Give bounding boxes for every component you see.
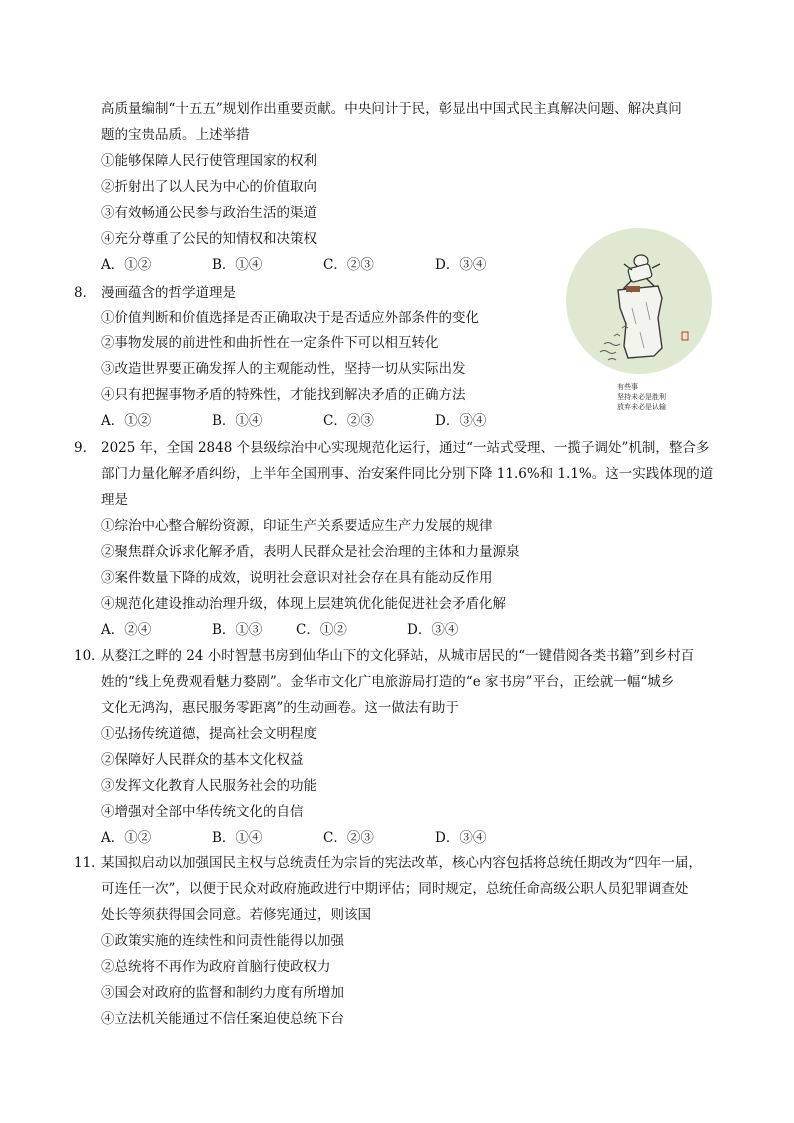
q10-option-d: D．③④ [435, 830, 487, 846]
q9-option-d: D．③④ [407, 622, 459, 638]
cartoon-caption [617, 382, 666, 412]
q11-stem-line-2: 可连任一次”，以便于民众对政府施政进行中期评估；同时规定，总统任命高级公职人员犯罪调查处 [101, 881, 689, 897]
q7-item-3: ③有效畅通公民参与政治生活的渠道 [101, 205, 317, 221]
q10-item-3: ③发挥文化教育人民服务社会的功能 [101, 778, 317, 794]
q7-stem-line-1: 高质量编制“十五五”规划作出重要贡献。中央问计于民，彰显出中国式民主真解决问题、解决真问 [101, 101, 682, 117]
q8-option-b: B．①④ [212, 413, 263, 429]
q9-stem-line-3: 理是 [101, 492, 128, 508]
q8-option-a: A．①② [101, 413, 152, 429]
q10-option-b: B．①④ [212, 830, 263, 846]
q7-item-4: ④充分尊重了公民的知情权和决策权 [101, 231, 317, 247]
q7-option-d: D．③④ [435, 257, 487, 273]
q11-number: 11． [74, 855, 105, 871]
q10-option-a: A．①② [101, 830, 152, 846]
q7-option-b: B．①④ [212, 257, 263, 273]
q7-stem-line-2: 题的宝贵品质。上述举措 [101, 127, 250, 143]
cartoon-caption-line-3: 放弃未必是认输 [617, 403, 666, 411]
cartoon-image [566, 228, 712, 374]
q10-stem-line-3: 文化无鸿沟，惠民服务零距离”的生动画卷。这一做法有助于 [101, 700, 459, 716]
q10-stem-line-1: 从婺江之畔的 24 小时智慧书房到仙华山下的文化驿站，从城市居民的“一键借阅各类书籍”到乡村百 [101, 648, 695, 664]
q8-number: 8． [74, 285, 97, 301]
q9-option-c: C．①② [296, 622, 347, 638]
q11-item-1: ①政策实施的连续性和问责性能得以加强 [101, 933, 344, 949]
q10-stem-line-2: 姓的“线上免费观看魅力婺剧”。金华市文化广电旅游局打造的“e 家书房”平台，正绘就一幅“城乡 [101, 674, 675, 690]
q9-stem-line-2: 部门力量化解矛盾纠纷，上半年全国刑事、治安案件同比分别下降 11.6%和 1.1%。这一实践体现的道 [101, 466, 714, 482]
q9-item-2: ②聚焦群众诉求化解矛盾，表明人民群众是社会治理的主体和力量源泉 [101, 544, 520, 560]
q7-item-2: ②折射出了以人民为中心的价值取向 [101, 179, 317, 195]
q9-item-3: ③案件数量下降的成效，说明社会意识对社会存在具有能动反作用 [101, 570, 493, 586]
q9-number: 9． [74, 440, 97, 456]
cartoon-caption-line-1: 有些事 [617, 383, 638, 391]
q8-option-c: C．②③ [323, 413, 374, 429]
q9-stem-line-1: 2025 年，全国 2848 个县级综治中心实现规范化运行，通过“一站式受理、一揽子调处”机制，整合多 [101, 440, 710, 456]
q8-item-3: ③改造世界要正确发挥人的主观能动性，坚持一切从实际出发 [101, 361, 466, 377]
q11-item-3: ③国会对政府的监督和制约力度有所增加 [101, 985, 344, 1001]
q8-item-4: ④只有把握事物矛盾的特殊性，才能找到解决矛盾的正确方法 [101, 387, 466, 403]
q8-item-1: ①价值判断和价值选择是否正确取决于是否适应外部条件的变化 [101, 310, 479, 326]
q8-item-2: ②事物发展的前进性和曲折性在一定条件下可以相互转化 [101, 335, 439, 351]
q9-option-b: B．①③ [212, 622, 263, 638]
q10-item-2: ②保障好人民群众的基本文化权益 [101, 752, 304, 768]
cartoon-caption-line-2: 坚持未必是胜利 [617, 393, 666, 401]
q7-item-1: ①能够保障人民行使管理国家的权利 [101, 153, 317, 169]
q11-item-2: ②总统将不再作为政府首脑行使政权力 [101, 959, 331, 975]
q7-option-c: C．②③ [323, 257, 374, 273]
q11-stem-line-1: 某国拟启动以加强国民主权与总统责任为宗旨的宪法改革，核心内容包括将总统任期改为“四年一届， [101, 855, 702, 871]
q8-stem: 漫画蕴含的哲学道理是 [101, 285, 236, 301]
q11-stem-line-3: 处长等须获得国会同意。若修宪通过，则该国 [101, 907, 371, 923]
q10-number: 10． [74, 648, 105, 664]
q11-item-4: ④立法机关能通过不信任案迫使总统下台 [101, 1011, 344, 1027]
q10-item-1: ①弘扬传统道德，提高社会文明程度 [101, 726, 317, 742]
q10-item-4: ④增强对全部中华传统文化的自信 [101, 804, 304, 820]
q9-item-4: ④规范化建设推动治理升级，体现上层建筑优化能促进社会矛盾化解 [101, 596, 506, 612]
q9-item-1: ①综治中心整合解纷资源，印证生产关系要适应生产力发展的规律 [101, 518, 493, 534]
q8-option-d: D．③④ [435, 413, 487, 429]
q7-option-a: A．①② [101, 257, 152, 273]
q9-option-a: A．②④ [101, 622, 152, 638]
q10-option-c: C．②③ [323, 830, 374, 846]
